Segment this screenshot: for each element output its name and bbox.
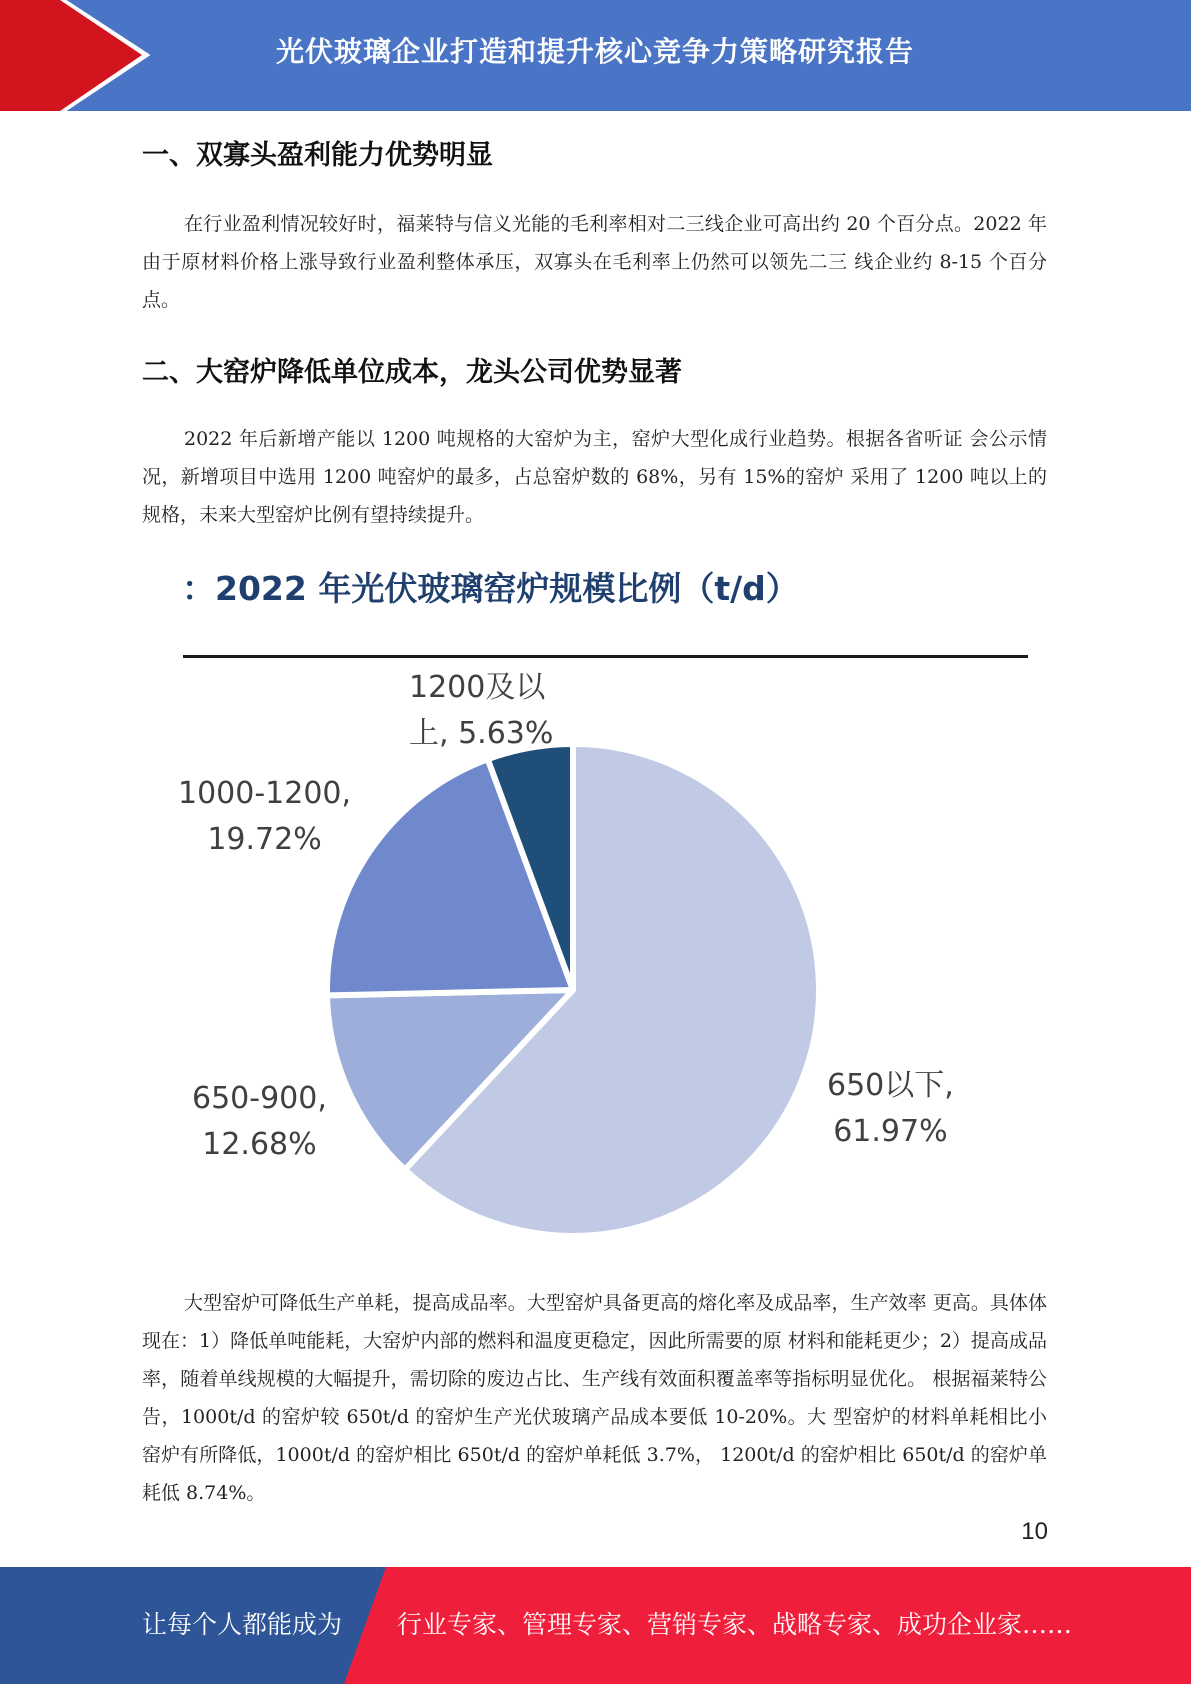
page-number: 10 bbox=[1021, 1518, 1048, 1545]
pie-label-1000-1200-value: 19.72% bbox=[207, 822, 322, 857]
page-header bbox=[0, 0, 1191, 111]
chart-title: ：2022 年光伏玻璃窑炉规模比例（t/d） bbox=[182, 569, 799, 608]
paragraph-duopoly-profit: 在行业盈利情况较好时，福莱特与信义光能的毛利率相对二三线企业可高出约 20 个百分点。2022 年由于原材料价格上涨导致行业盈利整体承压，双寡头在毛利率上仍然可以领先二三 线企业约 8-15 个百分点。 bbox=[142, 213, 1047, 311]
header-red-chevron-decoration bbox=[0, 0, 150, 111]
pie-label-650-900-name: 650-900, bbox=[192, 1081, 327, 1116]
paragraph-large-furnace-benefits: 大型窑炉可降低生产单耗，提高成品率。大型窑炉具备更高的熔化率及成品率，生产效率 更高。具体体现在：1）降低单吨能耗，大窑炉内部的燃料和温度更稳定，因此所需要的原 材料和能耗更少；2）提高成品率，随着单线规模的大幅提升，需切除的废边占比、生产线有效面积覆盖率等指标明显优化。 根据福莱特公告，1000t/d 的窑炉较 650t/d 的窑炉生产光伏玻璃产品成本要低 10-20%。大 型窑炉的材料单耗相比小窑炉有所降低，1000t/d 的窑炉相比 650t/d 的窑炉单耗低 3.7%， 1200t/d 的窑炉相比 650t/d 的窑炉单耗低 8.74%。 bbox=[142, 1292, 1047, 1504]
section-heading-large-furnace: 二、大窑炉降低单位成本，龙头公司优势显著 bbox=[142, 357, 682, 388]
pie-label-1200-plus-value: 上, 5.63% bbox=[409, 716, 554, 751]
footer-slogan-left: 让每个人都能成为 bbox=[142, 1610, 343, 1639]
chart-title-rule bbox=[183, 655, 1028, 658]
pie-label-650-900-value: 12.68% bbox=[202, 1127, 317, 1162]
pie-label-1000-1200 bbox=[178, 771, 351, 863]
paragraph-new-capacity: 2022 年后新增产能以 1200 吨规格的大窑炉为主，窑炉大型化成行业趋势。根据各省听证 会公示情况，新增项目中选用 1200 吨窑炉的最多，占总窑炉数的 68%，另有 15%的窑炉 采用了 1200 吨以上的规格，未来大型窑炉比例有望持续提升。 bbox=[142, 428, 1047, 526]
pie-label-1200-plus-name: 1200及以 bbox=[409, 670, 546, 705]
pie-label-below-650 bbox=[827, 1063, 954, 1155]
pie-label-650-900 bbox=[192, 1076, 327, 1168]
section-heading-duopoly: 一、双寡头盈利能力优势明显 bbox=[142, 140, 493, 171]
pie-label-1200-plus bbox=[409, 665, 553, 757]
pie-label-1000-1200-name: 1000-1200, bbox=[178, 776, 352, 811]
pie-label-below-650-value: 61.97% bbox=[833, 1114, 948, 1149]
pie-chart bbox=[0, 660, 1191, 1250]
pie-label-below-650-name: 650以下, bbox=[827, 1068, 954, 1103]
footer-slogan-right: 行业专家、管理专家、营销专家、战略专家、成功企业家…… bbox=[397, 1610, 1073, 1639]
report-title: 光伏玻璃企业打造和提升核心竞争力策略研究报告 bbox=[276, 35, 915, 68]
page-footer bbox=[0, 1567, 1191, 1684]
